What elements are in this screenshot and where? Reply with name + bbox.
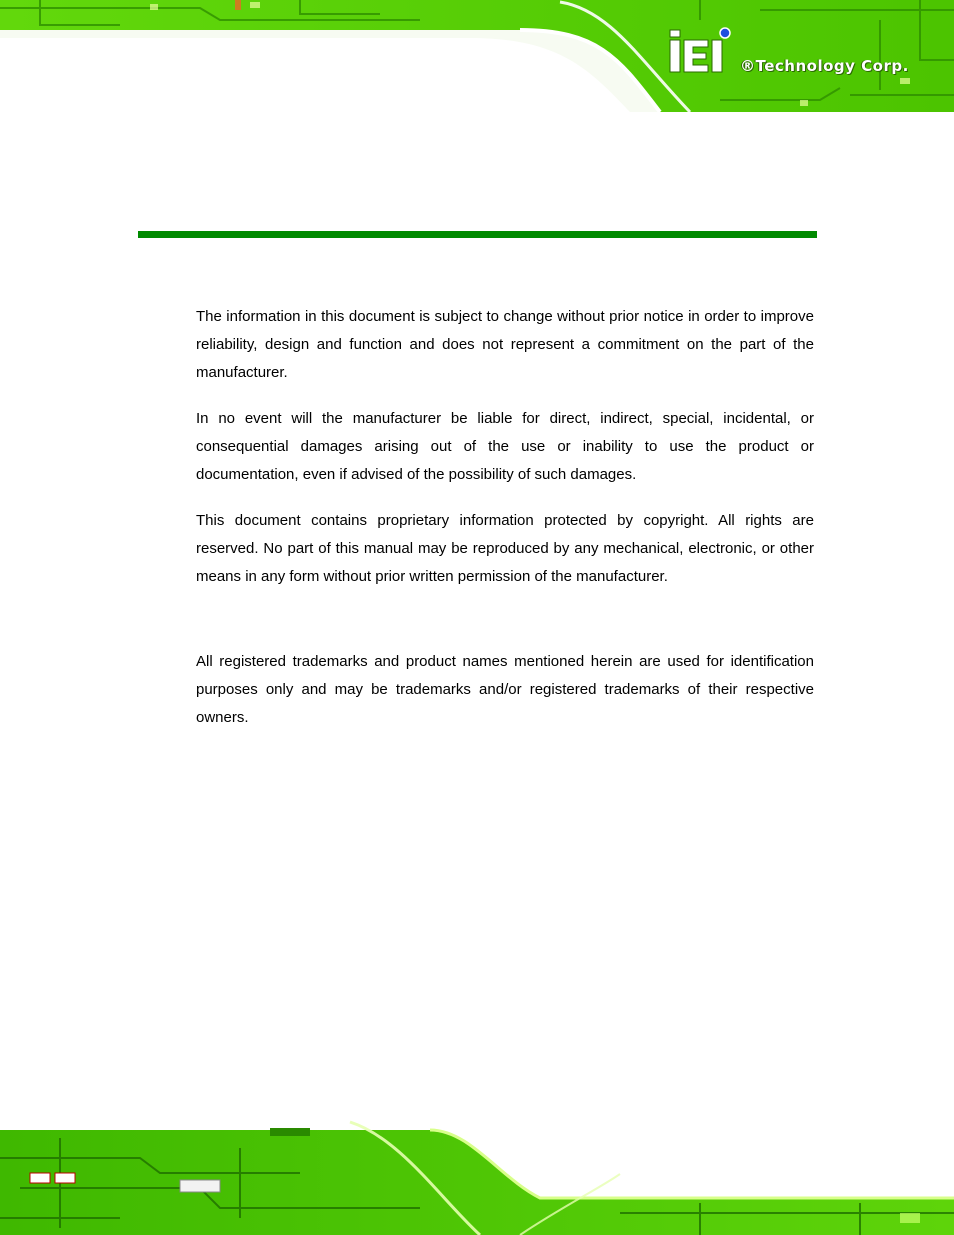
iei-logo-icon xyxy=(668,26,738,76)
paragraph-copyright: This document contains proprietary information protected by copyright. All rights are reserved. No part of this manual may be reproduced by any mechanical, electronic, or other means in any form without prior written permission of the manufacturer. xyxy=(196,512,814,585)
brand-name: ®Technology Corp. xyxy=(740,57,909,75)
paragraph-disclaimer: The information in this document is subject to change without prior notice in order to improve reliability, design and function and does not represent a commitment on the part of the manufacturer. xyxy=(196,308,814,381)
document-body xyxy=(196,303,814,750)
paragraph-liability: In no event will the manufacturer be liable for direct, indirect, special, incidental, or consequential damages arising out of the use or inability to use the product or documentation, even if advised of the possibility of such damages. xyxy=(196,410,814,483)
footer-circuit-banner xyxy=(0,1118,954,1235)
header-circuit-banner xyxy=(0,0,954,112)
paragraph-trademarks: All registered trademarks and product names mentioned herein are used for identification purposes only and may be trademarks and/or registered trademarks of their respective owners. xyxy=(196,653,814,726)
section-divider xyxy=(138,231,817,238)
